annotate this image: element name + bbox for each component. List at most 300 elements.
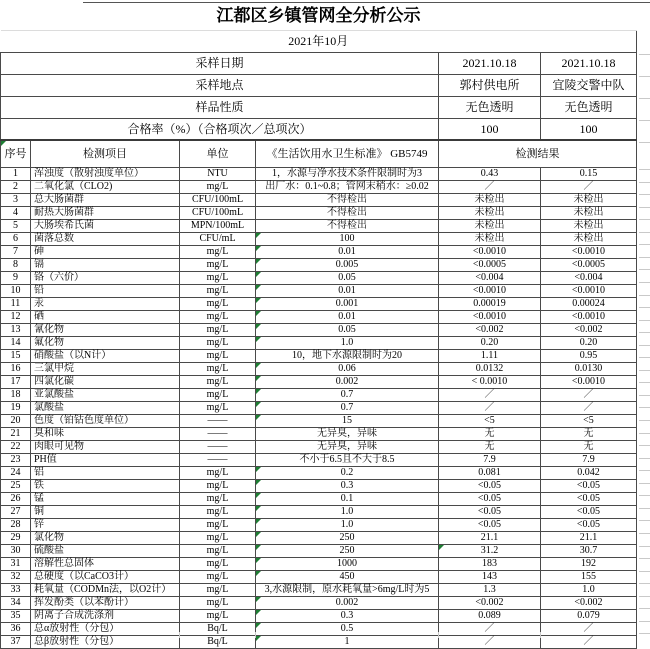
- result-site1: <0.0005: [439, 258, 541, 271]
- gridline-continuation: [639, 470, 650, 471]
- test-unit: mg/L: [180, 570, 256, 583]
- test-item-name: 总β放射性（分包）: [31, 635, 180, 648]
- row-number: 30: [1, 544, 31, 557]
- result-site1: 0.081: [439, 466, 541, 479]
- result-site2: <0.0010: [541, 284, 637, 297]
- gridline-continuation: [639, 546, 650, 547]
- row-number: 5: [1, 219, 31, 232]
- result-site1: <0.0010: [439, 245, 541, 258]
- excel-comment-marker: [256, 311, 261, 316]
- standard-limit: 250: [256, 531, 439, 544]
- test-unit: mg/L: [180, 492, 256, 505]
- result-site2: 无: [541, 427, 637, 440]
- data-row: [1, 570, 637, 583]
- excel-comment-marker: [256, 636, 261, 641]
- gridline-continuation: [639, 558, 650, 559]
- test-item-name: 臭和味: [31, 427, 180, 440]
- data-row: [1, 635, 637, 648]
- test-item-name: 色度（铂钴色度单位）: [31, 414, 180, 427]
- test-item-name: 总α放射性（分包）: [31, 622, 180, 635]
- row-number: 23: [1, 453, 31, 466]
- result-site1: 1.3: [439, 583, 541, 596]
- standard-limit: 0.01: [256, 284, 439, 297]
- result-site1: ／: [439, 388, 541, 401]
- excel-comment-marker: [256, 493, 261, 498]
- standard-limit: 0.7: [256, 401, 439, 414]
- gridline-continuation: [639, 76, 650, 77]
- data-row: [1, 297, 637, 310]
- result-site2: 21.1: [541, 531, 637, 544]
- test-item-name: 耐热大肠菌群: [31, 206, 180, 219]
- row-number: 16: [1, 362, 31, 375]
- test-unit: mg/L: [180, 336, 256, 349]
- gridline-continuation: [639, 345, 650, 346]
- result-site2: 0.95: [541, 349, 637, 362]
- result-site2: 0.079: [541, 609, 637, 622]
- test-item-name: 硒: [31, 310, 180, 323]
- col-header-no-label: 序号: [4, 147, 27, 160]
- gridline-continuation: [639, 332, 650, 333]
- data-row: [1, 206, 637, 219]
- row-number: 14: [1, 336, 31, 349]
- gridline-continuation: [639, 633, 650, 634]
- standard-limit: 0.06: [256, 362, 439, 375]
- excel-comment-marker: [256, 337, 261, 342]
- gridline-continuation: [639, 169, 650, 170]
- result-site1: 未检出: [439, 193, 541, 206]
- result-site1: 未检出: [439, 219, 541, 232]
- data-row: [1, 258, 637, 271]
- gridline-continuation: [639, 54, 650, 55]
- standard-limit: 250: [256, 544, 439, 557]
- gridline-continuation: [639, 295, 650, 296]
- result-site1: 无: [439, 427, 541, 440]
- data-row: [1, 284, 637, 297]
- standard-limit: 1: [256, 635, 439, 648]
- gridline-continuation: [639, 583, 650, 584]
- test-item-name: 铅: [31, 284, 180, 297]
- gridline-continuation: [639, 520, 650, 521]
- standard-limit: 0.05: [256, 271, 439, 284]
- sample-property-row: [1, 96, 637, 118]
- test-item-name: 总大肠菌群: [31, 193, 180, 206]
- data-row: [1, 583, 637, 596]
- test-unit: mg/L: [180, 466, 256, 479]
- test-unit: mg/L: [180, 362, 256, 375]
- test-unit: mg/L: [180, 518, 256, 531]
- standard-limit: 0.005: [256, 258, 439, 271]
- sample-property-site1: 无色透明: [439, 96, 541, 118]
- standard-limit: 0.01: [256, 310, 439, 323]
- row-number: 9: [1, 271, 31, 284]
- gridline-continuation: [639, 357, 650, 358]
- data-row: [1, 310, 637, 323]
- test-item-name: 镉: [31, 258, 180, 271]
- gridline-continuation: [639, 571, 650, 572]
- standard-limit: 0.1: [256, 492, 439, 505]
- standard-limit: 0.01: [256, 245, 439, 258]
- excel-comment-marker: [256, 415, 261, 420]
- result-site1: 143: [439, 570, 541, 583]
- standard-limit: 无异臭，异味: [256, 440, 439, 453]
- gridline-continuation: [639, 407, 650, 408]
- period-row: [1, 30, 637, 52]
- result-site2: 无: [541, 440, 637, 453]
- data-row: [1, 349, 637, 362]
- excel-comment-marker: [256, 532, 261, 537]
- excel-comment-marker: [256, 402, 261, 407]
- data-row: [1, 453, 637, 466]
- row-number: 6: [1, 232, 31, 245]
- test-unit: mg/L: [180, 544, 256, 557]
- col-header-no: [1, 140, 31, 167]
- sampling-date-site1: 2021.10.18: [439, 52, 541, 74]
- gridline-continuation: [438, 632, 439, 638]
- test-unit: mg/L: [180, 297, 256, 310]
- excel-comment-marker: [256, 259, 261, 264]
- result-site2: ／: [541, 622, 637, 635]
- standard-limit: 3,水源限制，原水耗氧量>6mg/L时为5: [256, 583, 439, 596]
- result-site1: <0.0010: [439, 310, 541, 323]
- result-site1: 0.0132: [439, 362, 541, 375]
- test-unit: mg/L: [180, 401, 256, 414]
- standard-limit: 1000: [256, 557, 439, 570]
- test-unit: mg/L: [180, 388, 256, 401]
- sampling-date-label: 采样日期: [1, 52, 439, 74]
- excel-comment-marker: [256, 623, 261, 628]
- result-site2: <0.002: [541, 323, 637, 336]
- result-site2: 0.00024: [541, 297, 637, 310]
- page-title: 江都区乡镇管网全分析公示: [1, 2, 637, 30]
- result-site1: 0.00019: [439, 297, 541, 310]
- excel-comment-marker: [1, 141, 6, 146]
- excel-comment-marker: [256, 519, 261, 524]
- standard-limit: 不小于6.5且不大于8.5: [256, 453, 439, 466]
- gridline-continuation: [540, 632, 541, 638]
- test-item-name: 亚氯酸盐: [31, 388, 180, 401]
- excel-comment-marker: [256, 480, 261, 485]
- row-number: 15: [1, 349, 31, 362]
- test-unit: MPN/100mL: [180, 219, 256, 232]
- row-number: 8: [1, 258, 31, 271]
- result-site1: <0.05: [439, 505, 541, 518]
- excel-comment-marker: [256, 506, 261, 511]
- standard-limit: 1，水源与净水技术条件限制时为3: [256, 167, 439, 180]
- result-site2: ／: [541, 388, 637, 401]
- result-site1: < 0.0010: [439, 375, 541, 388]
- row-number: 21: [1, 427, 31, 440]
- gridline-continuation: [639, 508, 650, 509]
- result-site1: 1.11: [439, 349, 541, 362]
- test-unit: CFU/mL: [180, 232, 256, 245]
- test-item-name: 氰化物: [31, 323, 180, 336]
- row-number: 34: [1, 596, 31, 609]
- gridline-continuation: [639, 282, 650, 283]
- gridline-continuation: [639, 120, 650, 121]
- test-unit: mg/L: [180, 531, 256, 544]
- standard-limit: 0.2: [256, 466, 439, 479]
- row-number: 1: [1, 167, 31, 180]
- row-number: 3: [1, 193, 31, 206]
- excel-comment-marker: [256, 298, 261, 303]
- data-row: [1, 219, 637, 232]
- result-site2: <0.0005: [541, 258, 637, 271]
- result-site2: <0.05: [541, 505, 637, 518]
- test-unit: mg/L: [180, 258, 256, 271]
- row-number: 26: [1, 492, 31, 505]
- test-unit: mg/L: [180, 557, 256, 570]
- row-number: 36: [1, 622, 31, 635]
- data-row: [1, 531, 637, 544]
- gridline-continuation: [639, 244, 650, 245]
- row-number: 18: [1, 388, 31, 401]
- standard-limit: 0.002: [256, 596, 439, 609]
- data-rows-body: [1, 167, 637, 648]
- standard-limit: 0.002: [256, 375, 439, 388]
- row-number: 13: [1, 323, 31, 336]
- row-number: 11: [1, 297, 31, 310]
- result-site2: <0.05: [541, 479, 637, 492]
- standard-limit: 0.7: [256, 388, 439, 401]
- report-period: 2021年10月: [1, 30, 637, 52]
- data-row: [1, 492, 637, 505]
- result-site2: 7.9: [541, 453, 637, 466]
- result-site2: 30.7: [541, 544, 637, 557]
- row-number: 32: [1, 570, 31, 583]
- test-unit: mg/L: [180, 596, 256, 609]
- row-number: 4: [1, 206, 31, 219]
- excel-comment-marker: [256, 376, 261, 381]
- standard-limit: 不得检出: [256, 206, 439, 219]
- result-site2: <0.0010: [541, 375, 637, 388]
- row-number: 20: [1, 414, 31, 427]
- result-site2: 0.20: [541, 336, 637, 349]
- gridline-continuation: [639, 320, 650, 321]
- gridline-continuation: [639, 621, 650, 622]
- gridline-continuation: [639, 257, 650, 258]
- result-site2: 0.15: [541, 167, 637, 180]
- test-item-name: 阴离子合成洗涤剂: [31, 609, 180, 622]
- gridline-continuation: [639, 269, 650, 270]
- data-row: [1, 232, 637, 245]
- data-row: [1, 388, 637, 401]
- gridline-continuation: [639, 207, 650, 208]
- result-site1: 未检出: [439, 232, 541, 245]
- data-row: [1, 479, 637, 492]
- excel-comment-marker: [256, 558, 261, 563]
- result-site2: <0.0010: [541, 245, 637, 258]
- result-site1: <0.05: [439, 518, 541, 531]
- standard-limit: 1.0: [256, 505, 439, 518]
- standard-limit: 10，地下水源限制时为20: [256, 349, 439, 362]
- sampling-site2-name: 宜陵交警中队: [541, 74, 637, 96]
- standard-limit: 0.05: [256, 323, 439, 336]
- gridline-continuation: [639, 142, 650, 143]
- gridline-continuation: [639, 395, 650, 396]
- gridline-continuation: [639, 483, 650, 484]
- test-item-name: 溶解性总固体: [31, 557, 180, 570]
- test-unit: mg/L: [180, 245, 256, 258]
- test-unit: CFU/100mL: [180, 193, 256, 206]
- row-number: 17: [1, 375, 31, 388]
- test-unit: mg/L: [180, 479, 256, 492]
- test-unit: ——: [180, 453, 256, 466]
- test-unit: mg/L: [180, 375, 256, 388]
- row-number: 22: [1, 440, 31, 453]
- test-unit: mg/L: [180, 284, 256, 297]
- test-item-name: 砷: [31, 245, 180, 258]
- gridline-continuation: [639, 194, 650, 195]
- excel-comment-marker: [256, 610, 261, 615]
- row-number: 24: [1, 466, 31, 479]
- standard-limit: 不得检出: [256, 219, 439, 232]
- test-unit: mg/L: [180, 505, 256, 518]
- standard-limit: 15: [256, 414, 439, 427]
- test-unit: NTU: [180, 167, 256, 180]
- data-row: [1, 193, 637, 206]
- excel-comment-marker: [256, 571, 261, 576]
- result-site1: <0.05: [439, 479, 541, 492]
- test-unit: ——: [180, 414, 256, 427]
- result-site1: <0.002: [439, 596, 541, 609]
- gridline-continuation: [639, 458, 650, 459]
- standard-limit: 0.5: [256, 622, 439, 635]
- result-site1: 未检出: [439, 206, 541, 219]
- sampling-site-row: [1, 74, 637, 96]
- result-site2: 未检出: [541, 232, 637, 245]
- col-header-standard: 《生活饮用水卫生标准》 GB5749: [256, 140, 439, 167]
- data-row: [1, 180, 637, 193]
- gridline-continuation: [639, 420, 650, 421]
- result-site1: ／: [439, 635, 541, 648]
- test-unit: ——: [180, 440, 256, 453]
- result-site2: ／: [541, 635, 637, 648]
- result-site2: <0.002: [541, 596, 637, 609]
- gridline-continuation: [639, 608, 650, 609]
- row-number: 7: [1, 245, 31, 258]
- result-site2: <0.004: [541, 271, 637, 284]
- excel-comment-marker: [256, 272, 261, 277]
- gridline-continuation: [639, 98, 650, 99]
- result-site2: 192: [541, 557, 637, 570]
- data-row: [1, 427, 637, 440]
- data-row: [1, 336, 637, 349]
- result-site2: <0.0010: [541, 310, 637, 323]
- test-item-name: 氯化物: [31, 531, 180, 544]
- sampling-site-label: 采样地点: [1, 74, 439, 96]
- standard-limit: 1.0: [256, 518, 439, 531]
- standard-limit: 无异臭，异味: [256, 427, 439, 440]
- standard-limit: 100: [256, 232, 439, 245]
- row-number: 29: [1, 531, 31, 544]
- test-unit: mg/L: [180, 323, 256, 336]
- data-row: [1, 414, 637, 427]
- result-site2: 0.0130: [541, 362, 637, 375]
- test-unit: mg/L: [180, 349, 256, 362]
- result-site2: <0.05: [541, 492, 637, 505]
- sampling-date-site2: 2021.10.18: [541, 52, 637, 74]
- gridline-continuation: [639, 596, 650, 597]
- result-site1: <0.004: [439, 271, 541, 284]
- col-header-unit: 单位: [180, 140, 256, 167]
- result-site2: 0.042: [541, 466, 637, 479]
- test-item-name: 大肠埃希氏菌: [31, 219, 180, 232]
- test-unit: mg/L: [180, 271, 256, 284]
- test-item-name: 汞: [31, 297, 180, 310]
- result-site1: 无: [439, 440, 541, 453]
- gridline-continuation: [639, 533, 650, 534]
- test-item-name: 挥发酚类（以苯酚计）: [31, 596, 180, 609]
- test-unit: CFU/100mL: [180, 206, 256, 219]
- row-number: 10: [1, 284, 31, 297]
- data-row: [1, 622, 637, 635]
- report-table: [0, 2, 637, 649]
- result-site2: 未检出: [541, 219, 637, 232]
- test-item-name: 浑浊度（散射浊度单位）: [31, 167, 180, 180]
- result-site1: ／: [439, 401, 541, 414]
- test-item-name: PH值: [31, 453, 180, 466]
- data-row: [1, 323, 637, 336]
- test-item-name: 氟化物: [31, 336, 180, 349]
- result-site1: 31.2: [439, 544, 541, 557]
- data-row: [1, 375, 637, 388]
- test-unit: mg/L: [180, 609, 256, 622]
- test-item-name: 四氯化碳: [31, 375, 180, 388]
- result-site1: 7.9: [439, 453, 541, 466]
- result-site1: 183: [439, 557, 541, 570]
- result-site2: ／: [541, 180, 637, 193]
- test-unit: mg/L: [180, 310, 256, 323]
- result-site1: <0.0010: [439, 284, 541, 297]
- column-header-row: [1, 140, 637, 167]
- data-row: [1, 401, 637, 414]
- standard-limit: 不得检出: [256, 193, 439, 206]
- result-site2: 155: [541, 570, 637, 583]
- result-site2: ／: [541, 401, 637, 414]
- pass-rate-label: 合格率（%）（合格项次／总项次）: [1, 118, 439, 140]
- gridline-continuation: [179, 632, 180, 638]
- row-number: 12: [1, 310, 31, 323]
- data-row: [1, 596, 637, 609]
- data-row: [1, 440, 637, 453]
- test-item-name: 硝酸盐（以N计）: [31, 349, 180, 362]
- result-site1: ／: [439, 180, 541, 193]
- data-row: [1, 518, 637, 531]
- standard-limit: 0.001: [256, 297, 439, 310]
- row-number: 37: [1, 635, 31, 648]
- excel-comment-marker: [256, 233, 261, 238]
- result-site1: <5: [439, 414, 541, 427]
- row-number: 19: [1, 401, 31, 414]
- excel-comment-marker: [256, 467, 261, 472]
- result-site1: 0.089: [439, 609, 541, 622]
- gridline-continuation: [639, 307, 650, 308]
- row-number: 28: [1, 518, 31, 531]
- sample-property-label: 样品性质: [1, 96, 439, 118]
- test-unit: mg/L: [180, 180, 256, 193]
- test-item-name: 锌: [31, 518, 180, 531]
- gridline-continuation: [639, 495, 650, 496]
- gridline-continuation: [639, 182, 650, 183]
- row-number: 33: [1, 583, 31, 596]
- excel-comment-marker: [439, 545, 444, 550]
- gridline-continuation: [639, 433, 650, 434]
- data-row: [1, 167, 637, 180]
- pass-rate-site1: 100: [439, 118, 541, 140]
- col-header-result: 检测结果: [439, 140, 637, 167]
- result-site2: 未检出: [541, 206, 637, 219]
- data-row: [1, 557, 637, 570]
